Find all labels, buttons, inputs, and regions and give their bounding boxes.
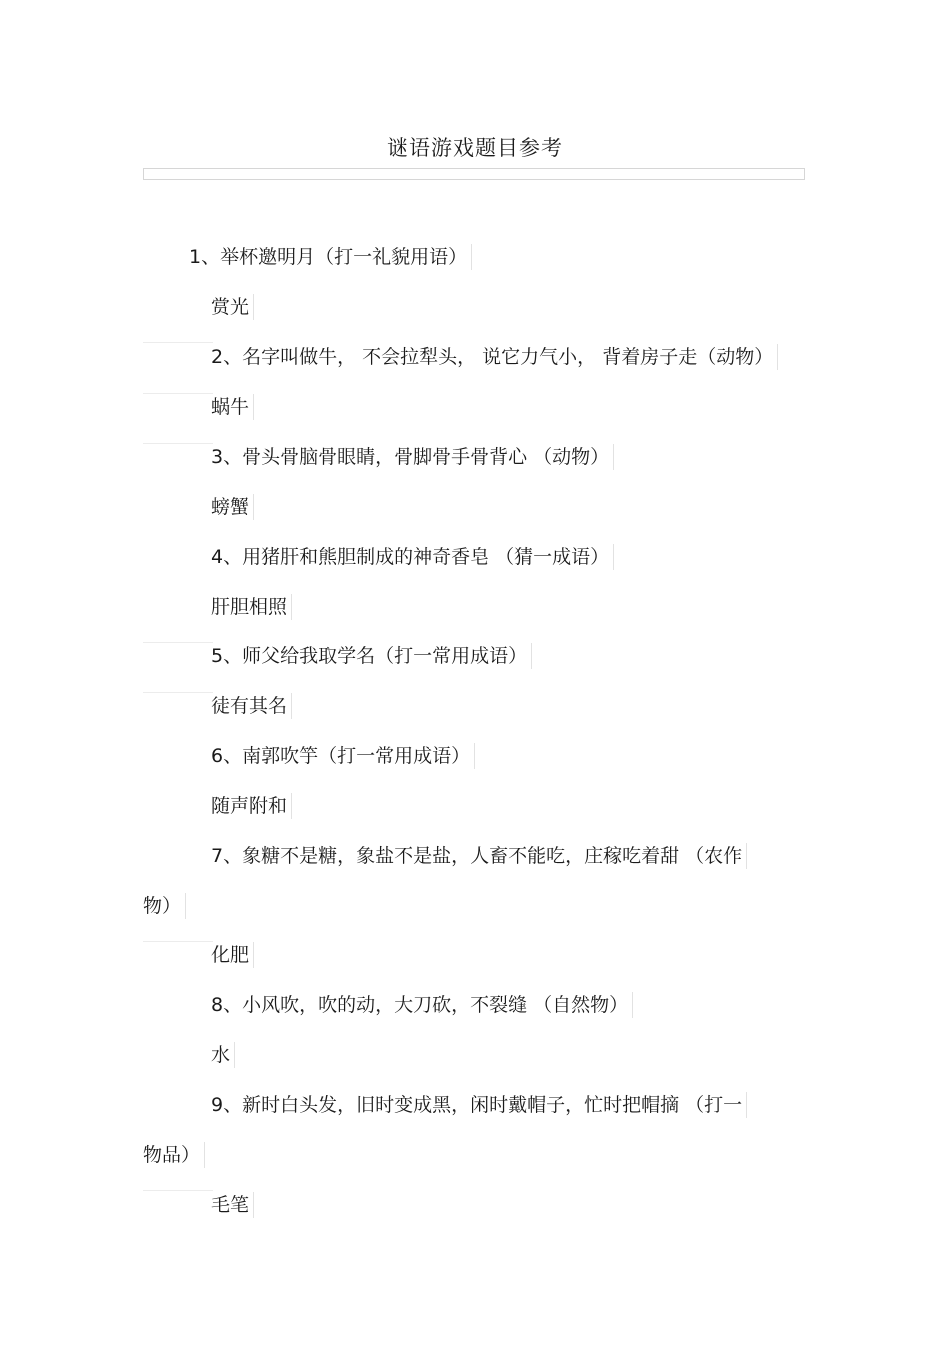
riddle-6-answer: 随声附和 xyxy=(211,793,292,819)
line-rule xyxy=(143,642,213,643)
riddle-8-answer: 水 xyxy=(211,1042,235,1068)
riddle-9-answer: 毛笔 xyxy=(211,1192,254,1218)
riddle-9-question: 9、新时白头发，旧时变成黑，闲时戴帽子，忙时把帽摘 （打一 xyxy=(211,1092,747,1118)
riddle-3-answer: 螃蟹 xyxy=(211,494,254,520)
riddle-3-question: 3、骨头骨脑骨眼睛，骨脚骨手骨背心 （动物） xyxy=(211,444,614,470)
riddle-7-question: 7、象糖不是糖，象盐不是盐，人畜不能吃，庄稼吃着甜 （农作 xyxy=(211,843,747,869)
riddle-9-question-continued: 物品） xyxy=(143,1142,205,1168)
riddle-4-question: 4、用猪肝和熊胆制成的神奇香皂 （猜一成语） xyxy=(211,544,614,570)
title-divider xyxy=(143,168,805,180)
line-rule xyxy=(143,1190,213,1191)
riddle-6-question: 6、南郭吹竽（打一常用成语） xyxy=(211,743,475,769)
line-rule xyxy=(143,692,213,693)
riddle-8-question: 8、小风吹，吹的动，大刀砍，不裂缝 （自然物） xyxy=(211,992,633,1018)
line-rule xyxy=(143,941,213,942)
page-title: 谜语游戏题目参考 xyxy=(387,136,563,160)
line-rule xyxy=(143,342,213,343)
riddle-4-answer: 肝胆相照 xyxy=(211,594,292,620)
riddle-5-answer: 徒有其名 xyxy=(211,693,292,719)
riddle-2-question: 2、名字叫做牛， 不会拉犁头， 说它力气小， 背着房子走（动物） xyxy=(211,344,778,370)
riddle-1-answer: 赏光 xyxy=(211,294,254,320)
riddle-2-answer: 蜗牛 xyxy=(211,394,254,420)
riddle-7-question-continued: 物） xyxy=(143,893,186,919)
line-rule xyxy=(143,393,213,394)
riddle-7-answer: 化肥 xyxy=(211,942,254,968)
line-rule xyxy=(143,443,213,444)
riddle-5-question: 5、师父给我取学名（打一常用成语） xyxy=(211,643,532,669)
riddle-1-question: 1、举杯邀明月（打一礼貌用语） xyxy=(189,244,472,270)
